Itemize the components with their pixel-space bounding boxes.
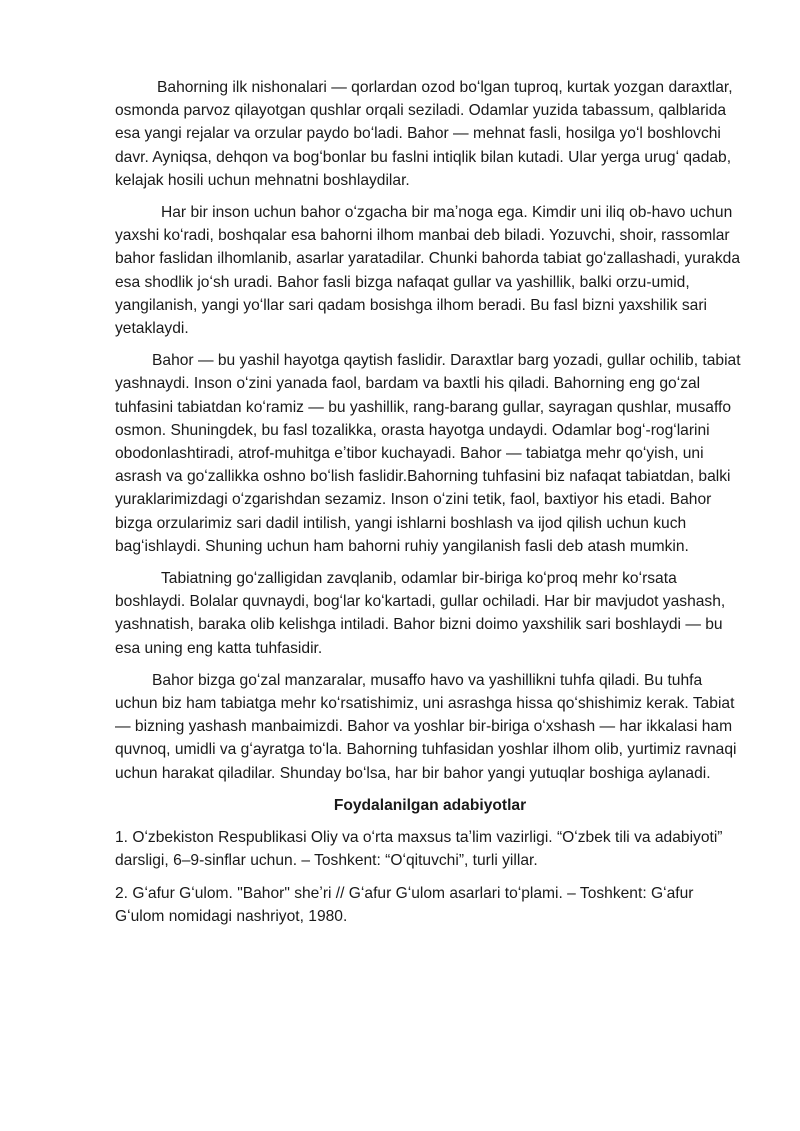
- paragraph-1: Bahorning ilk nishonalari — qorlardan ozod boʻlgan tuproq, kurtak yozgan daraxtlar, osmonda parvoz qilayotgan qushlar orqali seziladi. Odamlar yuzida tabassum, qalblarida esa yangi rejalar va orzular paydo boʻladi. Bahor — mehnat fasli, hosilga yoʻl boshlovchi davr. Ayniqsa, dehqon va bogʻbonlar bu faslni intiqlik bilan kutadi. Ular yerga urugʻ qadab, kelajak hosili uchun mehnatni boshlaydilar.: [115, 79, 733, 189]
- document-page: [115, 76, 745, 937]
- reference-1: 1. Oʻzbekiston Respublikasi Oliy va oʻrta maxsus taʼlim vazirligi. “Oʻzbek tili va adabiyoti” darsligi, 6–9-sinflar uchun. – Toshkent: “Oʻqituvchi”, turli yillar.: [115, 829, 723, 870]
- paragraph-2: Har bir inson uchun bahor oʻzgacha bir maʼnoga ega. Kimdir uni iliq ob-havo uchun yaxshi koʻradi, boshqalar esa bahorni ilhom manbai deb biladi. Yozuvchi, shoir, rassomlar bahor faslidan ilhomlanib, asarlar yaratadilar. Chunki bahorda tabiat goʻzallashadi, yurakda esa shodlik joʻsh uradi. Bahor fasli bizga nafaqat gullar va yashillik, balki orzu-umid, yangilanish, yangi yoʻllar sari qadam bosishga ilhom beradi. Bu fasl bizni yaxshilik sari yetaklaydi.: [115, 204, 740, 338]
- paragraph-4: Tabiatning goʻzalligidan zavqlanib, odamlar bir-biriga koʻproq mehr koʻrsata boshlaydi. Bolalar quvnaydi, bogʻlar koʻkartadi, gullar ochiladi. Har bir mavjudot yashash, yashnatish, baraka olib kelishga intiladi. Bahor bizni doimo yaxshilik sari boshlaydi — bu esa uning eng katta tuhfasidir.: [115, 570, 726, 657]
- paragraph-3: Bahor — bu yashil hayotga qaytish faslidir. Daraxtlar barg yozadi, gullar ochilib, tabiat yashnaydi. Inson oʻzini yanada faol, bardam va baxtli his qiladi. Bahorning eng goʻzal tuhfasini tabiatdan koʻramiz — bu yashillik, rang-barang gullar, sayragan qushlar, musaffo osmon. Shuningdek, bu fasl tozalikka, orasta hayotga undaydi. Odamlar bogʻ-rogʻlarini obodonlashtiradi, atrof-muhitga eʼtibor kuchayadi. Bahor — tabiatga mehr qoʻyish, uni asrash va goʻzallikka oshno boʻlish faslidir.Bahorning tuhfasini biz nafaqat tabiatdan, balki yuraklarimizdagi oʻzgarishdan sezamiz. Inson oʻzini tetik, faol, baxtiyor his etadi. Bahor bizga orzularimiz sari dadil intilish, yangi ishlarni boshlash va ijod qilish uchun kuch bagʻishlaydi. Shuning uchun ham bahorni ruhiy yangilanish fasli deb atash mumkin.: [115, 352, 741, 555]
- references-heading: Foydalanilgan adabiyotlar: [333, 796, 527, 814]
- paragraph-5: Bahor bizga goʻzal manzaralar, musaffo havo va yashillikni tuhfa qiladi. Bu tuhfa uchun biz ham tabiatga mehr koʻrsatishimiz, uni asrashga hissa qoʻshishimiz kerak. Tabiat — bizning yashash manbaimizdi. Bahor va yoshlar bir-biriga oʻxshash — har ikkalasi ham quvnoq, umidli va gʻayratga toʻla. Bahorning tuhfasidan yoshlar ilhom olib, yurtimiz ravnaqi uchun harakat qiladilar. Shunday boʻlsa, har bir bahor yangi yutuqlar boshiga aylanadi.: [115, 671, 737, 782]
- reference-2: 2. Gʻafur Gʻulom. "Bahor" sheʼri // Gʻafur Gʻulom asarlari toʻplami. – Toshkent: Gʻafur Gʻulom nomidagi nashriyot, 1980.: [115, 884, 694, 925]
